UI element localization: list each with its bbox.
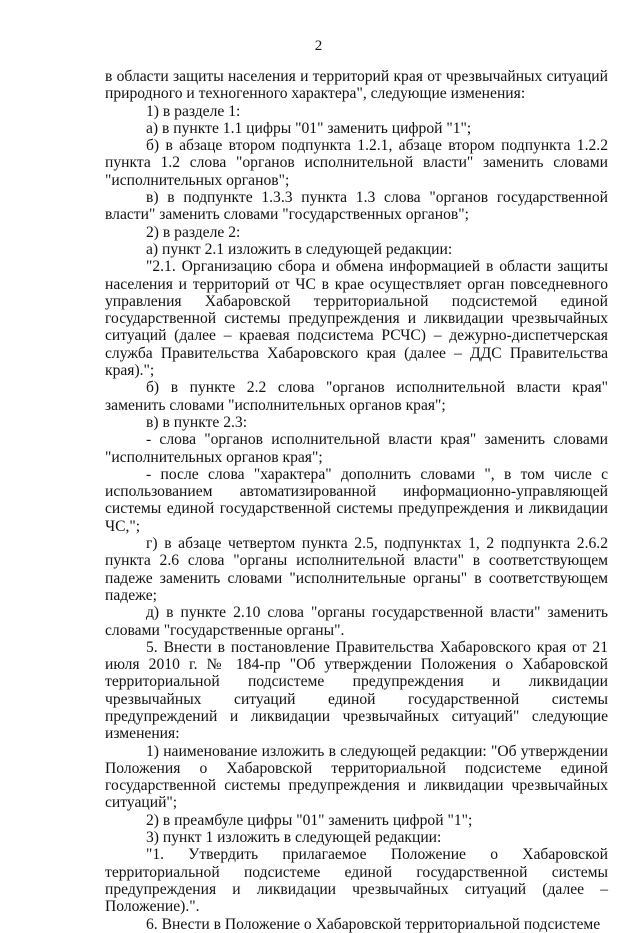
paragraph: а) пункт 2.1 изложить в следующей редакции: bbox=[146, 240, 453, 258]
paragraph: "2.1. Организацию сбора и обмена информацией в области защиты населения и территорий от ЧС в крае осуществляет орган повседневного управления Хабаровской территориальной подсистемой единой государственной системы предупреждения и ликвидации чрезвычайных ситуаций (далее – краевая подсистема РСЧС) – дежурно-диспетчерская служба Правительства Хабаровского края (далее – ДДС Правительства края)."; bbox=[105, 258, 608, 380]
paragraph: - после слова "характера" дополнить словами ", в том числе с использованием автоматизированной информационно-управляющей системы единой государственной системы предупреждения и ликвидации ЧС,"; bbox=[105, 465, 608, 535]
paragraph: 5. Внести в постановление Правительства Хабаровского края от 21 июля 2010 г. № 184-пр "Об утверждении Положения о Хабаровской территориальной подсистеме предупреждения и ликвидации чрезвычайных ситуаций единой государственной системы предупреждений и ликвидации чрезвычайных ситуаций" следующие изменения: bbox=[105, 638, 608, 743]
paragraph: б) в пункте 2.2 слова "органов исполнительной власти края" заменить словами "исполнительных органов края"; bbox=[105, 379, 608, 414]
page-number: 2 bbox=[314, 38, 323, 54]
paragraph: 1) наименование изложить в следующей редакции: "Об утверждении Положения о Хабаровской территориальной подсистеме единой государственной системы предупреждения и ликвидации чрезвычайных ситуаций"; bbox=[105, 742, 608, 812]
paragraph: 2) в разделе 2: bbox=[146, 223, 241, 241]
paragraph: в) в пункте 2.3: bbox=[146, 413, 248, 431]
paragraph: в области защиты населения и территорий края от чрезвычайных ситуаций природного и техногенного характера", следующие изменения: bbox=[105, 68, 608, 103]
paragraph: а) в пункте 1.1 цифры "01" заменить цифрой "1"; bbox=[146, 119, 472, 137]
paragraph: 1) в разделе 1: bbox=[146, 102, 241, 120]
paragraph: - слова "органов исполнительной власти края" заменить словами "исполнительных органов края"; bbox=[105, 431, 608, 466]
paragraph: 2) в преамбуле цифры "01" заменить цифрой "1"; bbox=[146, 811, 473, 829]
paragraph: 6. Внести в Положение о Хабаровской территориальной подсистеме bbox=[146, 915, 601, 933]
paragraph: в) в подпункте 1.3.3 пункта 1.3 слова "органов государственной власти" заменить словами "государственных органов"; bbox=[105, 189, 608, 224]
paragraph: д) в пункте 2.10 слова "органы государственной власти" заменить словами "государственные органы". bbox=[105, 604, 608, 639]
paragraph: 3) пункт 1 изложить в следующей редакции: bbox=[146, 829, 442, 847]
paragraph: б) в абзаце втором подпункта 1.2.1, абзаце втором подпункта 1.2.2 пункта 1.2 слова "органов исполнительной власти" заменить словами "исполнительных органов"; bbox=[105, 137, 608, 189]
paragraph: "1. Утвердить прилагаемое Положение о Хабаровской территориальной подсистеме единой государственной системы предупреждения и ликвидации чрезвычайных ситуаций (далее – Положение).". bbox=[105, 846, 608, 916]
paragraph: г) в абзаце четвертом пункта 2.5, подпунктах 1, 2 подпункта 2.6.2 пункта 2.6 слова "органы исполнительной власти" в соответствующем падеже заменить словами "исполнительные органы" в соответствующем падеже; bbox=[105, 535, 608, 604]
document-body bbox=[105, 68, 608, 933]
